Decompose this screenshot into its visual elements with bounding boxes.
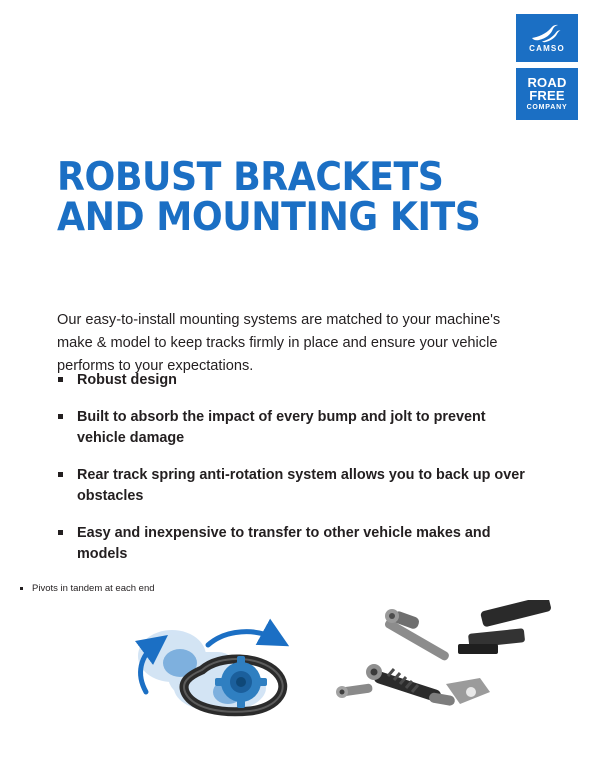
- roadfree-line-1: ROAD: [527, 74, 567, 90]
- camso-wordmark: CAMSO: [529, 43, 565, 53]
- list-item: Robust design: [57, 370, 537, 391]
- page-title-line-1: ROBUST BRACKETS: [57, 155, 444, 201]
- list-item: Easy and inexpensive to transfer to other vehicle makes and models: [57, 523, 537, 565]
- intro-paragraph: Our easy-to-install mounting systems are matched to your machine's make & model to keep tracks firmly in place and ensure your vehicle performs to your expectations.: [57, 311, 501, 374]
- rubber-track-pivot-diagram: [110, 608, 320, 723]
- footnote: Pivots in tandem at each end: [20, 583, 155, 595]
- feature-list: [57, 370, 537, 581]
- logo-stack: [516, 14, 578, 120]
- page-title-line-2: AND MOUNTING KITS: [57, 195, 481, 241]
- camso-swoosh-icon: [530, 23, 564, 43]
- figure-area: [0, 600, 600, 767]
- page-title: [57, 155, 494, 241]
- list-item: Built to absorb the impact of every bump and jolt to prevent vehicle damage: [57, 407, 537, 449]
- roadfree-line-3: COMPANY: [526, 103, 568, 111]
- roadfree-logo: [516, 68, 578, 120]
- mounting-bracket-hardware-photo: [330, 600, 560, 725]
- camso-logo: [516, 14, 578, 62]
- roadfree-line-2: FREE: [529, 87, 565, 103]
- list-item: Rear track spring anti-rotation system allows you to back up over obstacles: [57, 465, 537, 507]
